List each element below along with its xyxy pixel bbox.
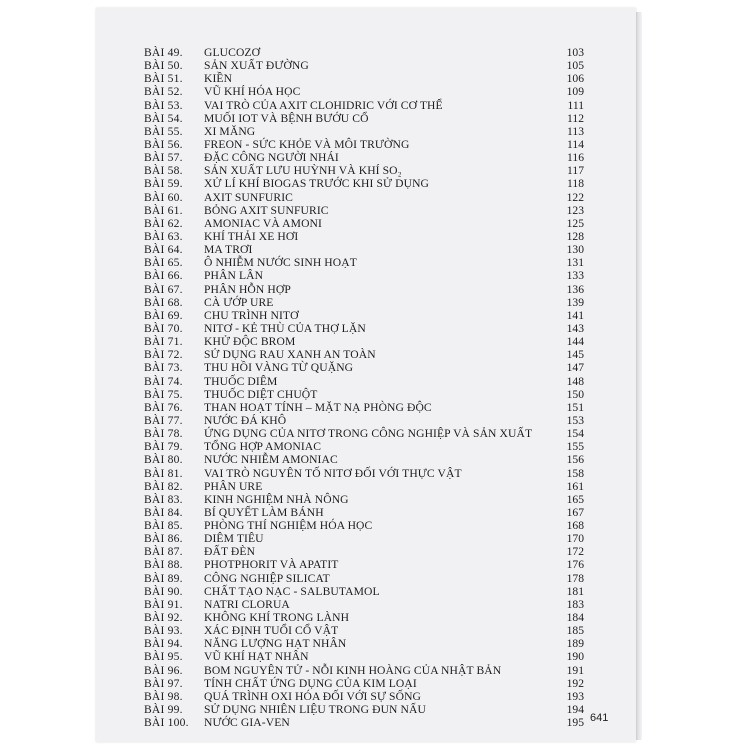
lesson-number: BÀI 68. <box>144 295 183 309</box>
toc-entry <box>144 59 584 72</box>
lesson-page: 105 <box>566 59 584 73</box>
lesson-title: KIỀN <box>204 72 233 86</box>
lesson-title: ĐẶC CÔNG NGƯỜI NHÁI <box>204 151 339 165</box>
lesson-number: BÀI 75. <box>144 387 183 401</box>
lesson-number: BÀI 86. <box>144 532 183 546</box>
lesson-number: BÀI 69. <box>144 308 183 322</box>
lesson-number: BÀI 57. <box>144 151 183 165</box>
lesson-title: PHOTPHORIT VÀ APATIT <box>204 558 339 572</box>
lesson-number: BÀI 65. <box>144 256 183 270</box>
lesson-page: 161 <box>566 479 584 493</box>
lesson-title: VŨ KHÍ HẠT NHÂN <box>204 650 309 664</box>
toc-entry <box>144 217 584 230</box>
lesson-page: 139 <box>566 295 584 309</box>
lesson-number: BÀI 82. <box>144 479 183 493</box>
lesson-page: 130 <box>566 243 584 257</box>
lesson-number: BÀI 59. <box>144 177 183 191</box>
lesson-page: 178 <box>566 571 584 585</box>
toc-entry <box>144 269 584 282</box>
lesson-page: 113 <box>567 124 584 138</box>
toc-entry <box>144 112 584 125</box>
lesson-title: CHU TRÌNH NITƠ <box>204 308 299 322</box>
lesson-page: 185 <box>566 624 584 638</box>
lesson-number: BÀI 87. <box>144 545 183 559</box>
lesson-title: TÍNH CHẤT ỨNG DỤNG CỦA KIM LOẠI <box>204 676 417 690</box>
lesson-title: MUỐI IOT VÀ BỆNH BƯỚU CỔ <box>204 111 369 125</box>
lesson-number: BÀI 60. <box>144 190 183 204</box>
toc-entry <box>144 558 584 571</box>
toc-entry <box>144 335 584 348</box>
lesson-title: VŨ KHÍ HÓA HỌC <box>204 85 301 99</box>
toc-entry <box>144 414 584 427</box>
lesson-number: BÀI 93. <box>144 624 183 638</box>
lesson-title: AXIT SUNFURIC <box>204 190 294 204</box>
lesson-page: 194 <box>566 703 584 717</box>
lesson-title: ỨNG DỤNG CỦA NITƠ TRONG CÔNG NGHIỆP VÀ SẢN XUẤT <box>204 427 533 441</box>
book-page <box>96 8 636 742</box>
lesson-page: 153 <box>566 413 584 427</box>
lesson-page: 122 <box>566 190 584 204</box>
lesson-page: 106 <box>566 72 584 86</box>
lesson-page: 184 <box>566 611 584 625</box>
lesson-number: BÀI 79. <box>144 440 183 454</box>
toc-entry <box>144 427 584 440</box>
lesson-page: 141 <box>566 308 584 322</box>
lesson-number: BÀI 97. <box>144 676 183 690</box>
toc-entry <box>144 716 584 729</box>
toc-entry <box>144 375 584 388</box>
lesson-title: SẢN XUẤT LƯU HUỲNH VÀ KHÍ SO₂ <box>204 164 402 178</box>
lesson-title: PHÒNG THÍ NGHIỆM HÓA HỌC <box>204 519 373 533</box>
lesson-number: BÀI 74. <box>144 374 183 388</box>
lesson-title: NƯỚC NHIỄM AMONIAC <box>204 453 338 467</box>
lesson-page: 136 <box>566 282 584 296</box>
lesson-page: 144 <box>566 335 584 349</box>
toc-entry <box>144 677 584 690</box>
lesson-page: 128 <box>566 229 584 243</box>
lesson-title: XÁC ĐỊNH TUỔI CỔ VẬT <box>204 624 339 638</box>
lesson-page: 165 <box>566 492 584 506</box>
toc-entry <box>144 230 584 243</box>
lesson-number: BÀI 61. <box>144 203 183 217</box>
toc-entry <box>144 493 584 506</box>
lesson-title: PHÂN LÂN <box>204 269 264 283</box>
lesson-page: 191 <box>566 663 584 677</box>
lesson-title: THUỐC DIÊM <box>204 374 278 388</box>
lesson-number: BÀI 66. <box>144 269 183 283</box>
lesson-title: DIÊM TIÊU <box>204 532 264 546</box>
lesson-number: BÀI 94. <box>144 637 183 651</box>
toc-entry <box>144 151 584 164</box>
toc-entry <box>144 72 584 85</box>
lesson-page: 168 <box>566 519 584 533</box>
lesson-page: 150 <box>566 387 584 401</box>
toc-entry <box>144 85 584 98</box>
lesson-page: 189 <box>566 637 584 651</box>
lesson-page: 193 <box>566 689 584 703</box>
toc-entry <box>144 348 584 361</box>
lesson-page: 155 <box>566 440 584 454</box>
toc-entry <box>144 46 584 59</box>
lesson-page: 103 <box>566 46 584 59</box>
lesson-title: SỬ DỤNG NHIÊN LIỆU TRONG ĐUN NẤU <box>204 703 426 717</box>
lesson-page: 112 <box>567 111 584 125</box>
toc-entry <box>144 243 584 256</box>
lesson-page: 131 <box>566 256 584 270</box>
lesson-page: 158 <box>566 466 584 480</box>
lesson-number: BÀI 73. <box>144 361 183 375</box>
lesson-page: 176 <box>566 558 584 572</box>
lesson-page: 123 <box>566 203 584 217</box>
lesson-number: BÀI 99. <box>144 703 183 717</box>
lesson-number: BÀI 89. <box>144 571 183 585</box>
toc-entry <box>144 650 584 663</box>
lesson-number: BÀI 63. <box>144 229 183 243</box>
toc-entry <box>144 164 584 177</box>
lesson-title: NƯỚC ĐÁ KHÔ <box>204 413 287 427</box>
lesson-page: 117 <box>567 164 584 178</box>
lesson-number: BÀI 72. <box>144 348 183 362</box>
lesson-number: BÀI 77. <box>144 413 183 427</box>
lesson-number: BÀI 58. <box>144 164 183 178</box>
lesson-title: NITƠ - KẺ THÙ CỦA THỢ LẶN <box>204 321 366 335</box>
toc-entry <box>144 309 584 322</box>
toc-entry <box>144 191 584 204</box>
lesson-title: PHÂN URE <box>204 479 263 493</box>
toc-entry <box>144 637 584 650</box>
lesson-page: 125 <box>566 216 584 230</box>
lesson-page: 183 <box>566 597 584 611</box>
toc-entry <box>144 401 584 414</box>
toc-entry <box>144 125 584 138</box>
toc-entry <box>144 177 584 190</box>
lesson-page: 133 <box>566 269 584 283</box>
toc-entry <box>144 256 584 269</box>
toc-entry <box>144 519 584 532</box>
lesson-page: 109 <box>566 85 584 99</box>
lesson-title: SỬ DỤNG RAU XANH AN TOÀN <box>204 348 376 362</box>
lesson-page: 156 <box>566 453 584 467</box>
lesson-number: BÀI 91. <box>144 597 183 611</box>
lesson-number: BÀI 85. <box>144 519 183 533</box>
lesson-number: BÀI 100. <box>144 716 189 730</box>
lesson-title: TỔNG HỢP AMONIAC <box>204 440 322 454</box>
lesson-page: 118 <box>567 177 584 191</box>
lesson-page: 114 <box>567 137 584 151</box>
lesson-title: BOM NGUYÊN TỬ - NỖI KINH HOÀNG CỦA NHẬT BẢN <box>204 663 502 677</box>
lesson-number: BÀI 76. <box>144 400 183 414</box>
lesson-number: BÀI 81. <box>144 466 183 480</box>
toc-entry <box>144 322 584 335</box>
toc-entry <box>144 598 584 611</box>
lesson-title: Ô NHIỄM NƯỚC SINH HOẠT <box>204 256 357 270</box>
toc-entry <box>144 296 584 309</box>
toc-entry <box>144 585 584 598</box>
lesson-number: BÀI 80. <box>144 453 183 467</box>
lesson-page: 151 <box>566 400 584 414</box>
lesson-number: BÀI 83. <box>144 492 183 506</box>
lesson-number: BÀI 88. <box>144 558 183 572</box>
lesson-number: BÀI 51. <box>144 72 183 86</box>
lesson-page: 172 <box>566 545 584 559</box>
toc-entry <box>144 440 584 453</box>
lesson-page: 190 <box>566 650 584 664</box>
lesson-title: QUÁ TRÌNH OXI HÓA ĐỐI VỚI SỰ SỐNG <box>204 689 422 703</box>
lesson-number: BÀI 98. <box>144 689 183 703</box>
page-edge-shadow <box>636 12 642 740</box>
lesson-number: BÀI 84. <box>144 505 183 519</box>
lesson-page: 154 <box>566 427 584 441</box>
lesson-page: 116 <box>567 151 584 165</box>
toc-entry <box>144 664 584 677</box>
toc-entry <box>144 703 584 716</box>
lesson-number: BÀI 78. <box>144 427 183 441</box>
lesson-number: BÀI 67. <box>144 282 183 296</box>
table-of-contents <box>144 46 584 729</box>
lesson-title: VAI TRÒ CỦA AXIT CLOHIDRIC VỚI CƠ THỂ <box>204 98 443 112</box>
toc-entry <box>144 611 584 624</box>
lesson-number: BÀI 56. <box>144 137 183 151</box>
lesson-number: BÀI 49. <box>144 46 183 59</box>
toc-entry <box>144 690 584 703</box>
lesson-title: CÔNG NGHIỆP SILICAT <box>204 571 330 585</box>
toc-entry <box>144 572 584 585</box>
lesson-page: 192 <box>566 676 584 690</box>
toc-entry <box>144 283 584 296</box>
toc-entry <box>144 204 584 217</box>
toc-entry <box>144 99 584 112</box>
lesson-number: BÀI 53. <box>144 98 183 112</box>
lesson-page: 170 <box>566 532 584 546</box>
lesson-number: BÀI 50. <box>144 59 183 73</box>
lesson-page: 111 <box>567 98 584 112</box>
lesson-number: BÀI 71. <box>144 335 183 349</box>
lesson-title: NĂNG LƯỢNG HẠT NHÂN <box>204 637 347 651</box>
lesson-title: AMONIAC VÀ AMONI <box>204 216 322 230</box>
toc-entry <box>144 361 584 374</box>
lesson-page: 143 <box>566 321 584 335</box>
lesson-number: BÀI 64. <box>144 243 183 257</box>
lesson-title: MA TRƠI <box>204 243 253 257</box>
toc-entry <box>144 467 584 480</box>
toc-entry <box>144 453 584 466</box>
lesson-title: THU HỒI VÀNG TỪ QUẶNG <box>204 361 354 375</box>
lesson-title: GLUCOZƠ <box>204 46 261 59</box>
lesson-number: BÀI 92. <box>144 611 183 625</box>
lesson-number: BÀI 95. <box>144 650 183 664</box>
lesson-title: KHỬ ĐỘC BROM <box>204 335 296 349</box>
lesson-title: KINH NGHIỆM NHÀ NÔNG <box>204 492 349 506</box>
lesson-title: FREON - SỨC KHỎE VÀ MÔI TRƯỜNG <box>204 137 410 151</box>
lesson-number: BÀI 62. <box>144 216 183 230</box>
lesson-number: BÀI 52. <box>144 85 183 99</box>
toc-entry <box>144 545 584 558</box>
toc-entry <box>144 624 584 637</box>
lesson-title: NƯỚC GIA-VEN <box>204 716 290 730</box>
lesson-title: KHÔNG KHÍ TRONG LÀNH <box>204 611 350 625</box>
lesson-title: BÍ QUYẾT LÀM BÁNH <box>204 505 324 519</box>
toc-entry <box>144 532 584 545</box>
lesson-page: 195 <box>566 716 584 730</box>
lesson-title: XI MĂNG <box>204 124 256 138</box>
lesson-title: PHÂN HỖN HỢP <box>204 282 291 296</box>
toc-entry <box>144 506 584 519</box>
lesson-number: BÀI 90. <box>144 584 183 598</box>
lesson-title: KHÍ THẢI XE HƠI <box>204 229 299 243</box>
lesson-title: CHẤT TẠO NẠC - SALBUTAMOL <box>204 584 380 598</box>
lesson-number: BÀI 96. <box>144 663 183 677</box>
toc-entry <box>144 388 584 401</box>
lesson-title: CÀ ƯỚP URE <box>204 295 274 309</box>
lesson-number: BÀI 70. <box>144 321 183 335</box>
lesson-title: VAI TRÒ NGUYÊN TỐ NITƠ ĐỐI VỚI THỰC VẬT <box>204 466 462 480</box>
lesson-title: XỬ LÍ KHÍ BIOGAS TRƯỚC KHI SỬ DỤNG <box>204 177 430 191</box>
lesson-page: 145 <box>566 348 584 362</box>
page-number: 641 <box>590 712 609 724</box>
lesson-page: 147 <box>566 361 584 375</box>
lesson-number: BÀI 55. <box>144 124 183 138</box>
lesson-title: THAN HOẠT TÍNH – MẶT NẠ PHÒNG ĐỘC <box>204 400 432 414</box>
lesson-number: BÀI 54. <box>144 111 183 125</box>
toc-entry <box>144 138 584 151</box>
lesson-title: ĐẤT ĐÈN <box>204 545 256 559</box>
lesson-page: 181 <box>566 584 584 598</box>
lesson-title: THUỐC DIỆT CHUỘT <box>204 387 318 401</box>
lesson-title: NATRI CLORUA <box>204 597 290 611</box>
lesson-page: 167 <box>566 505 584 519</box>
lesson-title: BỎNG AXIT SUNFURIC <box>204 203 329 217</box>
toc-entry <box>144 480 584 493</box>
lesson-title: SẢN XUẤT ĐƯỜNG <box>204 59 309 73</box>
lesson-page: 148 <box>566 374 584 388</box>
